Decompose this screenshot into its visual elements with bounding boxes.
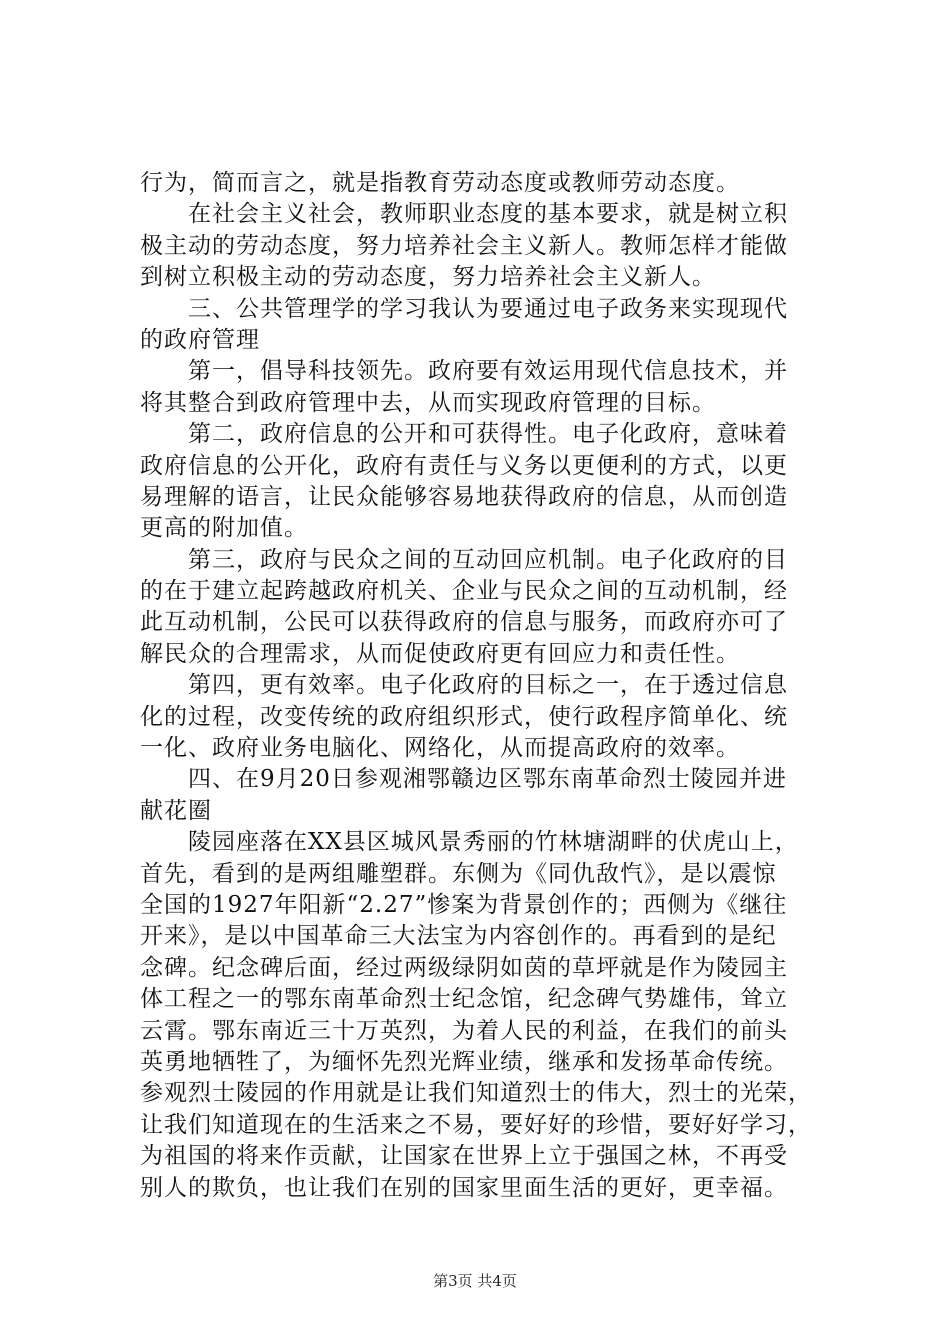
text-line: 化的过程，改变传统的政府组织形式，使行政程序简单化、统 <box>140 703 788 730</box>
text-line: 全国的1927年阳新“2.27”惨案为背景创作的；西侧为《继往 <box>140 891 788 918</box>
text-line: 开来》，是以中国革命三大法宝为内容创作的。再看到的是纪 <box>140 923 777 950</box>
text-line: 更高的附加值。 <box>140 515 308 542</box>
section-heading-line: 的政府管理 <box>140 326 260 353</box>
text-line: 此互动机制，公民可以获得政府的信息与服务，而政府亦可了 <box>140 609 788 636</box>
text-line: 陵园座落在XX县区城风景秀丽的竹林塘湖畔的伏虎山上， <box>140 829 799 856</box>
text-line: 极主动的劳动态度，努力培养社会主义新人。教师怎样才能做 <box>140 232 788 259</box>
text-line: 让我们知道现在的生活来之不易，要好好的珍惜，要好好学习， <box>140 1111 812 1138</box>
text-line: 将其整合到政府管理中去，从而实现政府管理的目标。 <box>140 389 716 416</box>
text-line: 到树立积极主动的劳动态度，努力培养社会主义新人。 <box>140 264 716 291</box>
section-heading-line: 献花圈 <box>140 797 212 824</box>
section-heading-line: 四、在9月20日参观湘鄂赣边区鄂东南革命烈士陵园并进 <box>140 766 787 793</box>
text-line: 第三，政府与民众之间的互动回应机制。电子化政府的目 <box>140 546 788 573</box>
text-line: 云霄。鄂东南近三十万英烈，为着人民的利益，在我们的前头 <box>140 1017 788 1044</box>
text-line: 体工程之一的鄂东南革命烈士纪念馆，纪念碑气势雄伟，耸立 <box>140 986 788 1013</box>
text-line: 行为，简而言之，就是指教育劳动态度或教师劳动态度。 <box>140 170 740 196</box>
text-line: 参观烈士陵园的作用就是让我们知道烈士的伟大，烈士的光荣， <box>140 1080 812 1107</box>
page-number-footer: 第3页 共4页 <box>433 1272 517 1290</box>
document-body <box>140 168 820 1204</box>
text-line: 一化、政府业务电脑化、网络化，从而提高政府的效率。 <box>140 735 740 762</box>
text-line: 第一，倡导科技领先。政府要有效运用现代信息技术，并 <box>140 358 788 385</box>
text-line: 别人的欺负，也让我们在别的国家里面生活的更好，更幸福。 <box>140 1174 788 1201</box>
text-line: 易理解的语言，让民众能够容易地获得政府的信息，从而创造 <box>140 483 788 510</box>
text-line: 在社会主义社会，教师职业态度的基本要求，就是树立积 <box>140 201 788 228</box>
text-line: 第二，政府信息的公开和可获得性。电子化政府，意味着 <box>140 421 788 448</box>
text-line: 第四，更有效率。电子化政府的目标之一，在于透过信息 <box>140 672 788 699</box>
text-line: 英勇地牺牲了，为缅怀先烈光辉业绩，继承和发扬革命传统。 <box>140 1048 788 1075</box>
text-line: 念碑。纪念碑后面，经过两级绿阴如茵的草坪就是作为陵园主 <box>140 954 788 981</box>
text-line: 的在于建立起跨越政府机关、企业与民众之间的互动机制，经 <box>140 578 788 605</box>
text-line: 解民众的合理需求，从而促使政府更有回应力和责任性。 <box>140 640 740 667</box>
section-heading-line: 三、公共管理学的学习我认为要通过电子政务来实现现代 <box>140 295 788 322</box>
text-line: 首先，看到的是两组雕塑群。东侧为《同仇敌忾》，是以震惊 <box>140 860 777 887</box>
text-line: 为祖国的将来作贡献，让国家在世界上立于强国之林，不再受 <box>140 1143 788 1170</box>
text-line: 政府信息的公开化，政府有责任与义务以更便利的方式，以更 <box>140 452 788 479</box>
